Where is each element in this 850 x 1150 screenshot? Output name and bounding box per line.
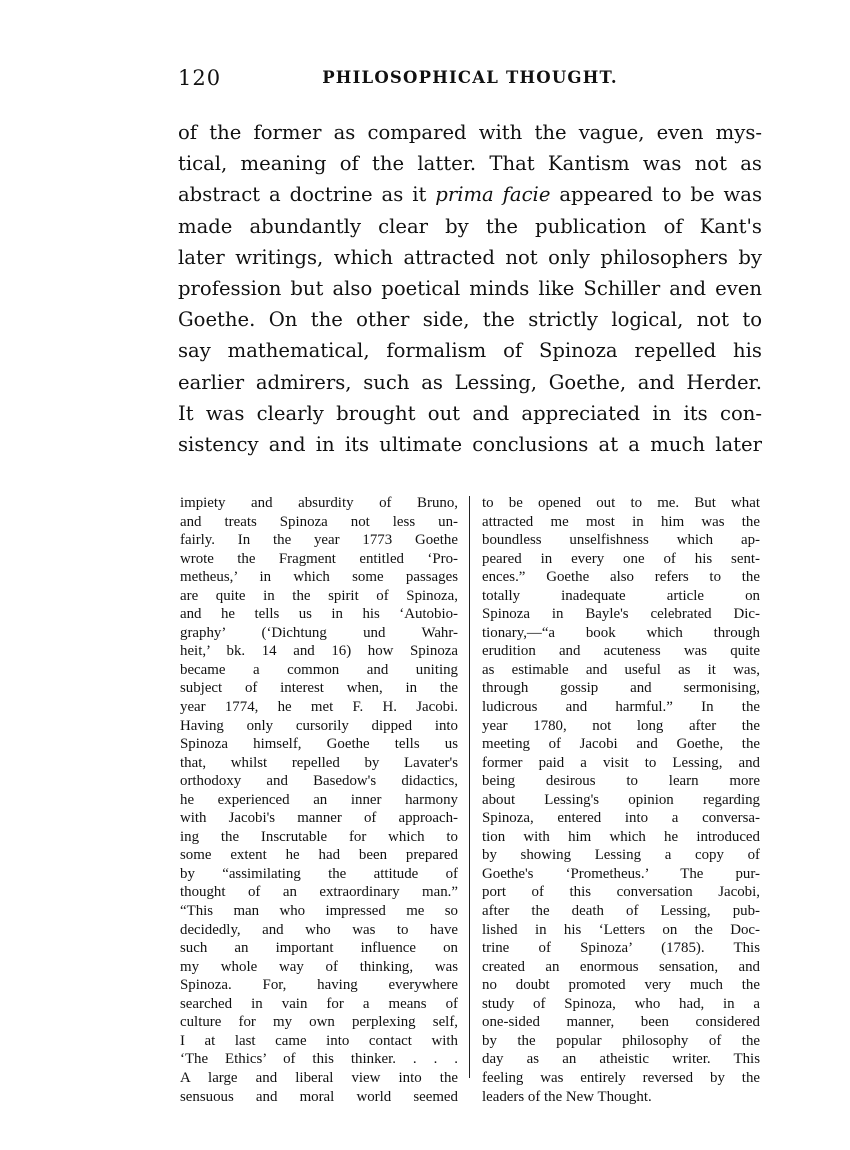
footnote-line: day as an atheistic writer. This	[482, 1051, 760, 1068]
text-line: made abundantly clear by the publication of Kant's	[178, 214, 762, 238]
footnote-line: boundless unselfishness which ap-	[482, 532, 760, 549]
footnote-line: erudition and acuteness was quite	[482, 643, 760, 660]
footnote-line: ludicrous and harmful.” In the	[482, 699, 760, 716]
footnote-line: after the death of Lessing, pub-	[482, 903, 760, 920]
footnote-line: no doubt promoted very much the	[482, 977, 760, 994]
footnote-line: as estimable and useful as it was,	[482, 661, 760, 678]
footnote-line: peared in every one of his sent-	[482, 550, 760, 567]
footnote-line: culture for my own perplexing self,	[180, 1014, 458, 1031]
footnote-line: lished in his ‘Letters on the Doc-	[482, 921, 760, 938]
footnote-line: created an enormous sensation, and	[482, 958, 760, 975]
text-line: later writings, which attracted not only philosophers by	[178, 245, 762, 269]
main-text	[178, 117, 762, 460]
footnote-line: sensuous and moral world seemed	[180, 1088, 458, 1105]
footnote-line: subject of interest when, in the	[180, 680, 458, 697]
footnote-line: tion with him which he introduced	[482, 828, 760, 845]
footnote-line: ‘The Ethics’ of this thinker. . . .	[180, 1051, 458, 1068]
text-line: say mathematical, formalism of Spinoza repelled his	[178, 339, 762, 363]
footnote-line: year 1774, he met F. H. Jacobi.	[180, 699, 458, 716]
footnote-line: some extent he had been prepared	[180, 847, 458, 864]
footnote-line: I at last came into contact with	[180, 1032, 458, 1049]
footnote-line: and he tells us in his ‘Autobio-	[180, 606, 458, 623]
footnote-line: A large and liberal view into the	[180, 1069, 458, 1086]
footnote-line: ing the Inscrutable for which to	[180, 828, 458, 845]
footnote-line: fairly. In the year 1773 Goethe	[180, 532, 458, 549]
footnote-line: year 1780, not long after the	[482, 717, 760, 734]
footnote-line: such an important influence on	[180, 940, 458, 957]
footnote-line: meeting of Jacobi and Goethe, the	[482, 736, 760, 753]
footnote-line: by “assimilating the attitude of	[180, 865, 458, 882]
footnote-line: became a common and uniting	[180, 661, 458, 678]
footnote-line: attracted me most in him was the	[482, 513, 760, 530]
page-number: 120	[178, 66, 222, 90]
footnote-line: one-sided manner, been considered	[482, 1014, 760, 1031]
italic-phrase: prima facie	[435, 183, 551, 207]
footnote-left-column	[180, 494, 458, 1106]
footnote-line: to be opened out to me. But what	[482, 495, 760, 511]
footnote-line: are quite in the spirit of Spinoza,	[180, 587, 458, 604]
footnote-line: decidedly, and who was to have	[180, 921, 458, 938]
footnote-line: tionary,—“a book which through	[482, 624, 760, 641]
column-divider	[469, 496, 470, 1078]
footnote-line: feeling was entirely reversed by the	[482, 1069, 760, 1086]
footnote-line: he experienced an inner harmony	[180, 791, 458, 808]
footnote-line: leaders of the New Thought.	[482, 1088, 652, 1105]
footnote-line: trine of Spinoza’ (1785). This	[482, 940, 760, 957]
footnote-line: through gossip and sermonising,	[482, 680, 760, 697]
footnote-line: Having only cursorily dipped into	[180, 717, 458, 734]
footnote-line: ences.” Goethe also refers to the	[482, 569, 760, 586]
footnote-line: heit,’ bk. 14 and 16) how Spinoza	[180, 643, 458, 660]
footnote-line: thought of an extraordinary man.”	[180, 884, 458, 901]
footnote-line: that, whilst repelled by Lavater's	[180, 754, 458, 771]
footnote-line: Spinoza in Bayle's celebrated Dic-	[482, 606, 760, 623]
footnote-line: study of Spinoza, who had, in a	[482, 995, 760, 1012]
text-line: It was clearly brought out and appreciated in its con-	[178, 401, 762, 425]
footnote-line: impiety and absurdity of Bruno,	[180, 495, 458, 511]
footnote-line: by showing Lessing a copy of	[482, 847, 760, 864]
footnote-line: Goethe's ‘Prometheus.’ The pur-	[482, 865, 760, 882]
footnote-line: Spinoza. For, having everywhere	[180, 977, 458, 994]
footnote-right-column	[482, 494, 760, 1106]
footnote-line: graphy’ (‘Dichtung und Wahr-	[180, 624, 458, 641]
text-line: sistency and in its ultimate conclusions at a much later	[178, 433, 762, 457]
footnote-line: “This man who impressed me so	[180, 903, 458, 920]
text-line: Goethe. On the other side, the strictly logical, not to	[178, 308, 762, 332]
footnote-line: port of this conversation Jacobi,	[482, 884, 760, 901]
footnote-line: orthodoxy and Basedow's didactics,	[180, 773, 458, 790]
running-title: PHILOSOPHICAL THOUGHT.	[322, 68, 618, 87]
text-line: abstract a doctrine as it prima facie appeared to be was	[178, 183, 762, 207]
page-header	[178, 66, 762, 96]
footnote-line: wrote the Fragment entitled ‘Pro-	[180, 550, 458, 567]
footnote-line: metheus,’ in which some passages	[180, 569, 458, 586]
footnote-line: searched in vain for a means of	[180, 995, 458, 1012]
text-line: of the former as compared with the vague, even mys-	[178, 121, 762, 144]
footnote-line: former paid a visit to Lessing, and	[482, 754, 760, 771]
footnote-line: with Jacobi's manner of approach-	[180, 810, 458, 827]
footnote-line: Spinoza himself, Goethe tells us	[180, 736, 458, 753]
footnote-line: by the popular philosophy of the	[482, 1032, 760, 1049]
footnote-line: being desirous to learn more	[482, 773, 760, 790]
footnote-line: about Lessing's opinion regarding	[482, 791, 760, 808]
footnote-line: totally inadequate article on	[482, 587, 760, 604]
footnote-line: my whole way of thinking, was	[180, 958, 458, 975]
footnote-line: Spinoza, entered into a conversa-	[482, 810, 760, 827]
text-line: profession but also poetical minds like Schiller and even	[178, 277, 762, 301]
text-line: tical, meaning of the latter. That Kantism was not as	[178, 152, 762, 176]
footnote	[180, 494, 762, 1105]
footnote-line: and treats Spinoza not less un-	[180, 513, 458, 530]
text-line: earlier admirers, such as Lessing, Goethe, and Herder.	[178, 370, 762, 394]
